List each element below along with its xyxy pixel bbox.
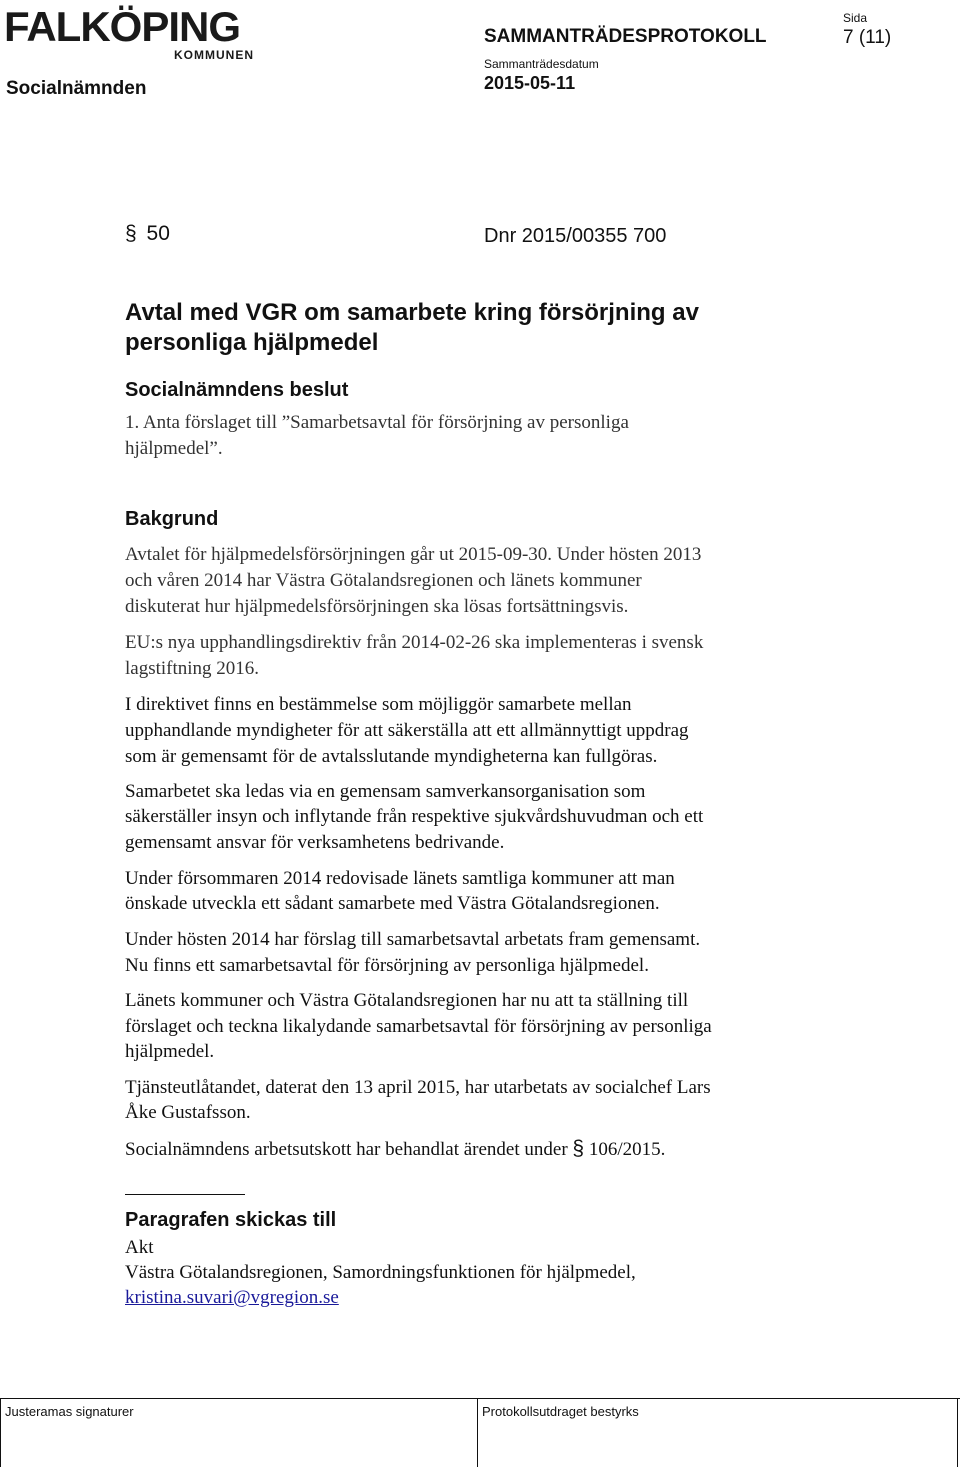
background-p7-line-3: hjälpmedel. bbox=[125, 1041, 215, 1062]
committee-name: Socialnämnden bbox=[6, 78, 147, 99]
logo-subtitle: KOMMUNEN bbox=[174, 48, 254, 62]
background-p4-line-3: gemensamt ansvar för verksamhetens bedrivande. bbox=[125, 832, 505, 853]
section-symbol: § bbox=[572, 1137, 585, 1160]
page-label: Sida bbox=[843, 11, 868, 25]
meeting-date-label: Sammanträdesdatum bbox=[484, 57, 599, 71]
decision-heading: Socialnämndens beslut bbox=[125, 379, 349, 401]
background-p9 bbox=[125, 1136, 665, 1162]
separator-rule bbox=[125, 1194, 245, 1195]
background-p6-line-1: Under hösten 2014 har förslag till samarbetsavtal arbetats fram gemensamt. bbox=[125, 929, 701, 950]
distribution-line-1: Akt bbox=[125, 1237, 154, 1258]
background-p6-line-2: Nu finns ett samarbetsavtal för försörjning av personliga hjälpmedel. bbox=[125, 955, 649, 976]
background-p1-line-3: diskuterat hur hjälpmedelsförsörjningen ska lösas fortsättningsvis. bbox=[125, 596, 629, 617]
title-line-2: personliga hjälpmedel bbox=[125, 329, 379, 356]
page-title bbox=[125, 298, 825, 358]
decision-item-1-line-2: hjälpmedel”. bbox=[125, 438, 223, 459]
distribution-heading: Paragrafen skickas till bbox=[125, 1209, 337, 1231]
page-number: 7 (11) bbox=[843, 27, 892, 48]
paragraph-number: 50 bbox=[146, 222, 170, 245]
background-p9-reference: 106/2015. bbox=[584, 1139, 666, 1160]
distribution-line-2: Västra Götalandsregionen, Samordningsfunktionen för hjälpmedel, bbox=[125, 1262, 636, 1283]
background-p5-line-1: Under försommaren 2014 redovisade länets samtliga kommuner att man bbox=[125, 868, 675, 889]
background-p3-line-2: upphandlande myndigheter för att säkerställa att ett allmännyttigt uppdrag bbox=[125, 720, 689, 741]
logo-wordmark: FALKÖPING bbox=[4, 3, 241, 50]
background-p3-line-1: I direktivet finns en bestämmelse som möjliggör samarbete mellan bbox=[125, 694, 632, 715]
title-line-1: Avtal med VGR om samarbete kring försörjning av bbox=[125, 299, 699, 326]
background-heading: Bakgrund bbox=[125, 508, 219, 530]
background-p7-line-2: förslaget och teckna likalydande samarbetsavtal för försörjning av personliga bbox=[125, 1016, 712, 1037]
decision-item-1-line-1: 1. Anta förslaget till ”Samarbetsavtal för försörjning av personliga bbox=[125, 412, 629, 433]
background-p8-line-2: Åke Gustafsson. bbox=[125, 1102, 251, 1123]
background-p5-line-2: önskade utveckla ett sådant samarbete med Västra Götalandsregionen. bbox=[125, 893, 660, 914]
background-p7-line-1: Länets kommuner och Västra Götalandsregionen har nu att ta ställning till bbox=[125, 990, 689, 1011]
signatures-cell bbox=[0, 1399, 478, 1467]
section-symbol: § bbox=[125, 222, 137, 245]
background-p4-line-2: säkerställer insyn och inflytande från respektive sjukvårdshuvudman och ett bbox=[125, 806, 704, 827]
distribution-email-link[interactable]: kristina.suvari@vgregion.se bbox=[125, 1287, 339, 1308]
certified-extract-label: Protokollsutdraget bestyrks bbox=[482, 1404, 639, 1419]
paragraph-number-row bbox=[125, 222, 170, 246]
falkoping-logo bbox=[4, 3, 254, 64]
background-p1-line-2: och våren 2014 har Västra Götalandsregionen och länets kommuner bbox=[125, 570, 642, 591]
background-p9-text: Socialnämndens arbetsutskott har behandlat ärendet under bbox=[125, 1139, 573, 1160]
background-p2-line-2: lagstiftning 2016. bbox=[125, 658, 260, 679]
background-p4-line-1: Samarbetet ska ledas via en gemensam samverkansorganisation som bbox=[125, 781, 646, 802]
certified-extract-cell bbox=[478, 1399, 958, 1467]
diary-number: Dnr 2015/00355 700 bbox=[484, 225, 667, 247]
background-p8-line-1: Tjänsteutlåtandet, daterat den 13 april 2015, har utarbetats av socialchef Lars bbox=[125, 1077, 711, 1098]
footer-signature-table bbox=[0, 1398, 960, 1466]
meeting-date: 2015-05-11 bbox=[484, 73, 576, 93]
background-p2-line-1: EU:s nya upphandlingsdirektiv från 2014-02-26 ska implementeras i svensk bbox=[125, 632, 704, 653]
distribution-email-row bbox=[125, 1285, 339, 1310]
signatures-label: Justeramas signaturer bbox=[5, 1404, 134, 1419]
background-p1-line-1: Avtalet för hjälpmedelsförsörjningen går ut 2015-09-30. Under hösten 2013 bbox=[125, 544, 702, 565]
protocol-title: SAMMANTRÄDESPROTOKOLL bbox=[484, 26, 767, 47]
background-p3-line-3: som är gemensamt för de avtalsslutande myndigheterna kan fullgöras. bbox=[125, 746, 658, 767]
